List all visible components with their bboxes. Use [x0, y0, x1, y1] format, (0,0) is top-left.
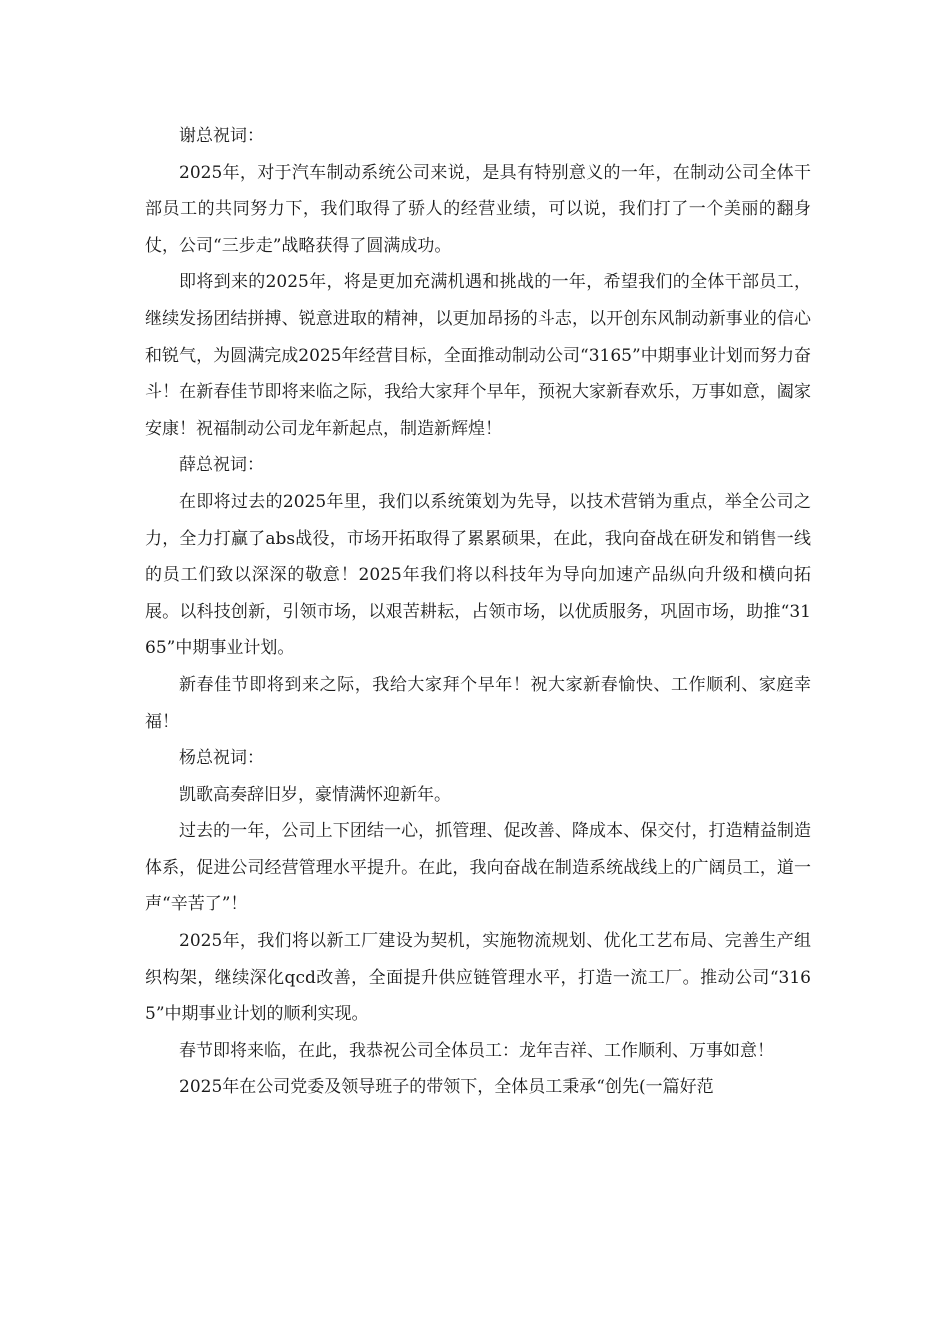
yang-para-3: 2025年，我们将以新工厂建设为契机，实施物流规划、优化工艺布局、完善生产组织构架，继续深化qcd改善，全面提升供应链管理水平，打造一流工厂。推动公司“3165”中期事业计划的顺利实现。	[145, 931, 811, 1025]
xue-para-1: 在即将过去的2025年里，我们以系统策划为先导，以技术营销为重点，举全公司之力，全力打赢了abs战役，市场开拓取得了累累硕果，在此，我向奋战在研发和销售一线的员工们致以深深的敬意！2025年我们将以科技年为导向加速产品纵向升级和横向拓展。以科技创新，引领市场，以艰苦耕耘，占领市场，以优质服务，巩固市场，助推“3165”中期事业计划。	[145, 491, 811, 659]
closing-para: 2025年在公司党委及领导班子的带领下，全体员工秉承“创先(一篇好范	[179, 1077, 714, 1098]
xue-para-2: 新春佳节即将到来之际，我给大家拜个早年！祝大家新春愉快、工作顺利、家庭幸福！	[145, 674, 811, 732]
xie-para-1: 2025年，对于汽车制动系统公司来说，是具有特别意义的一年，在制动公司全体干部员工的共同努力下，我们取得了骄人的经营业绩，可以说，我们打了一个美丽的翻身仗，公司“三步走”战略获得了圆满成功。	[145, 162, 811, 256]
yang-para-1: 凯歌高奏辞旧岁，豪情满怀迎新年。	[179, 784, 451, 805]
xie-heading: 谢总祝词：	[179, 126, 264, 146]
yang-para-2: 过去的一年，公司上下团结一心，抓管理、促改善、降成本、保交付，打造精益制造体系，促进公司经营管理水平提升。在此，我向奋战在制造系统战线上的广阔员工，道一声“辛苦了”！	[145, 821, 811, 915]
yang-heading: 杨总祝词：	[179, 748, 264, 769]
xue-heading: 薛总祝词：	[179, 455, 264, 476]
yang-para-4: 春节即将来临，在此，我恭祝公司全体员工：龙年吉祥、工作顺利、万事如意！	[179, 1040, 774, 1061]
xie-para-2: 即将到来的2025年，将是更加充满机遇和挑战的一年，希望我们的全体干部员工，继续发扬团结拼搏、锐意进取的精神，以更加昂扬的斗志，以开创东风制动新事业的信心和锐气，为圆满完成2025年经营目标，全面推动制动公司“3165”中期事业计划而努力奋斗！在新春佳节即将来临之际，我给大家拜个早年，预祝大家新春欢乐，万事如意，阖家安康！祝福制动公司龙年新起点，制造新辉煌！	[145, 272, 811, 439]
document-page	[145, 118, 811, 1106]
